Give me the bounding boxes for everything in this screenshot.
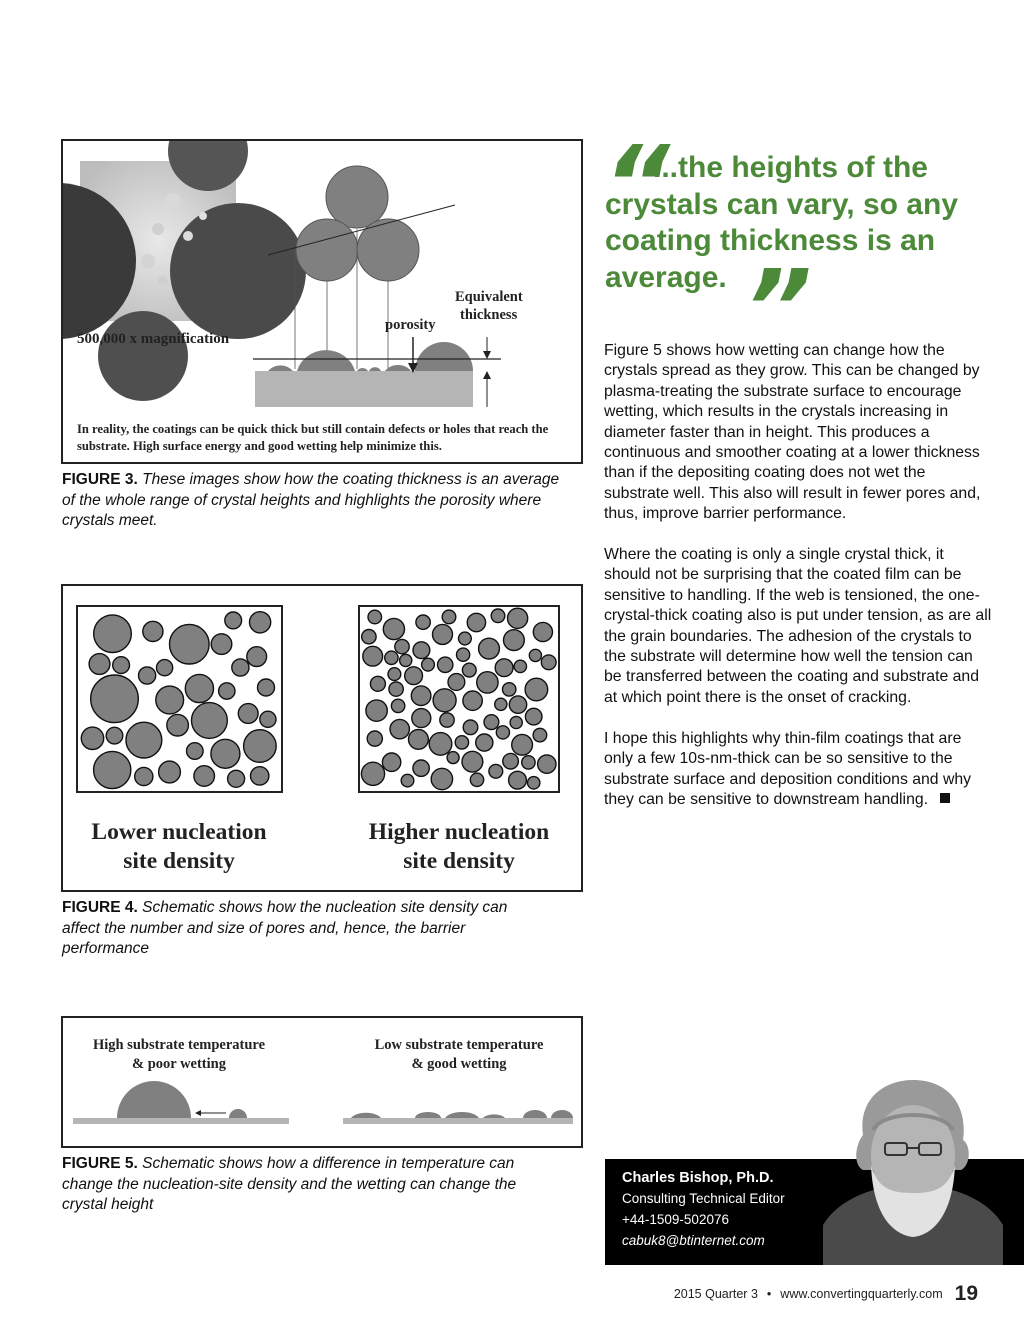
crystal-circle: [250, 612, 271, 633]
crystal-circle: [113, 657, 130, 674]
high-temp-label-line1: High substrate temperature: [92, 1037, 266, 1053]
crystal-circle: [139, 667, 156, 684]
crystal-circle: [106, 727, 123, 744]
crystal-circle: [361, 762, 384, 785]
author-photo: [823, 1075, 1003, 1265]
crystal-circle: [211, 739, 240, 768]
body-paragraph-2: Where the coating is only a single crystal thick, it should not be surprising that the coated film can be sensitive to handling. If the web is tensioned, the one-crystal-thick coating also is put under tension, as are all the grain boundaries. The adhesion of the crystals to the substrate will determine how well the tension can be transferred between the coating and substrate and at which point there is the onset of cracking.: [604, 546, 992, 706]
crystal-circle: [541, 655, 556, 670]
crystal-circle: [455, 736, 468, 749]
crystal-circle: [157, 660, 173, 676]
crystal-circle: [232, 659, 249, 676]
open-quote-mark: “: [603, 123, 670, 245]
crystal-circle: [495, 698, 507, 710]
crystal-circle: [260, 711, 276, 727]
crystal-circle: [159, 761, 181, 783]
crystal-circle: [391, 699, 404, 712]
crystal-circle: [383, 618, 404, 639]
crystal-circle: [503, 683, 516, 696]
crystal-circle: [167, 714, 189, 736]
crystal-circle: [94, 751, 131, 788]
figure4-caption-label: FIGURE 4.: [62, 899, 138, 916]
footer-separator: •: [766, 1287, 772, 1301]
figure3-box: [61, 139, 583, 464]
crystal-circle: [525, 678, 548, 701]
crystal-circle: [447, 752, 459, 764]
figure3-inner-caption: In reality, the coatings can be quick thick but still contain defects or holes that reach the substrate. High surface energy and good wetting help minimize this.: [77, 422, 549, 453]
body-paragraph-3-wrapper: [604, 729, 994, 811]
crystal-circle: [412, 709, 431, 728]
crystal-circle: [94, 615, 132, 653]
crystal-circle: [413, 642, 430, 659]
crystal-circle: [194, 766, 215, 787]
crystal-circle: [367, 731, 382, 746]
crystal-circle: [238, 704, 258, 724]
porosity-label: porosity: [385, 317, 436, 333]
crystal-circle: [495, 659, 513, 677]
footer-issue: 2015 Quarter 3: [673, 1287, 758, 1301]
crystal-circle: [81, 727, 103, 749]
crystal-circle: [366, 700, 387, 721]
crystal-circle: [442, 610, 456, 624]
crystal-circle: [491, 609, 505, 623]
author-role: Consulting Technical Editor: [622, 1191, 785, 1206]
crystal-circle: [362, 630, 376, 644]
crystal-circle: [489, 764, 503, 778]
crystal-circle: [496, 726, 509, 739]
close-quote-mark: ”: [745, 247, 812, 369]
author-phone: +44-1509-502076: [622, 1212, 729, 1227]
figure3-caption-label: FIGURE 3.: [62, 471, 138, 488]
crystal-circle: [509, 771, 527, 789]
crystal-circle: [126, 722, 162, 758]
figure4-box: [61, 584, 583, 892]
figure3-caption: [62, 470, 562, 532]
crystal-circle: [395, 639, 409, 653]
crystal-circle: [429, 733, 452, 756]
crystal-circle: [510, 716, 522, 728]
crystal-circle: [382, 753, 400, 771]
crystal-circle: [390, 719, 409, 738]
high-temp-label-line2: & poor wetting: [132, 1056, 226, 1072]
lower-density-label-line2: site density: [123, 848, 235, 874]
thickness-label: thickness: [460, 307, 518, 323]
crystal-circle: [89, 654, 110, 675]
crystal-circle: [470, 773, 483, 786]
crystal-circle: [509, 696, 526, 713]
crystal-circle: [533, 622, 552, 641]
crystal-circle: [401, 774, 414, 787]
micrograph-image: [63, 141, 306, 401]
author-name: Charles Bishop, Ph.D.: [622, 1170, 774, 1186]
crystal-circle: [385, 651, 398, 664]
good-wetting-diagram: [343, 1110, 573, 1124]
figure5-caption: [62, 1154, 562, 1216]
figure4-caption: [62, 898, 542, 960]
higher-density-label-line2: site density: [403, 848, 515, 874]
crystal-circle: [484, 715, 499, 730]
lower-density-label-line1: Lower nucleation: [91, 819, 267, 845]
crystal-circle: [156, 686, 184, 714]
figure3-caption-text: These images show how the coating thickness is an average of the whole range of crystal heights and highlights the porosity where crystals meet.: [62, 471, 560, 529]
crystal-circle: [525, 708, 542, 725]
crystal-circle: [477, 672, 498, 693]
crystal-circle: [457, 648, 470, 661]
crystal-circle: [503, 753, 519, 769]
crystal-circle: [416, 615, 430, 629]
figure4-caption-text: Schematic shows how the nucleation site density can affect the number and size of pores and, hence, the barrier performance: [62, 899, 508, 957]
low-temp-label-line2: & good wetting: [411, 1056, 507, 1072]
crystal-circle: [463, 720, 478, 735]
higher-density-label-line1: Higher nucleation: [368, 819, 550, 845]
figure5-box: [61, 1016, 583, 1148]
crystal-circle: [459, 632, 472, 645]
figure5-caption-label: FIGURE 5.: [62, 1155, 138, 1172]
crystal-circle: [405, 667, 423, 685]
crystal-circle: [463, 691, 482, 710]
crystal-circle: [440, 713, 454, 727]
crystal-circle: [219, 683, 235, 699]
low-temp-label-line1: Low substrate temperature: [374, 1037, 544, 1053]
crystal-circle: [211, 634, 232, 655]
body-paragraph-3: I hope this highlights why thin-film coatings that are only a few 10s-nm-thick can be so sensitive to the substrate surface and deposition conditions and why they can be sensitive to downstream handling.: [604, 729, 972, 808]
crystal-circle: [368, 610, 382, 624]
poor-wetting-diagram: [73, 1081, 289, 1124]
equivalent-label: Equivalent: [455, 289, 523, 305]
crystal-circle: [467, 613, 485, 631]
crystal-circle: [91, 675, 139, 723]
crystal-circle: [143, 621, 163, 641]
page-number: 19: [954, 1282, 978, 1305]
crystal-circle: [448, 674, 465, 691]
footer-website[interactable]: www.convertingquarterly.com: [780, 1287, 943, 1301]
crystal-circle: [479, 638, 500, 659]
crystal-circle: [512, 734, 533, 755]
crystal-circle: [370, 676, 385, 691]
crystal-circle: [528, 777, 540, 789]
crystal-circle: [431, 768, 452, 789]
crystal-circle: [192, 703, 228, 739]
crystal-circle: [244, 730, 277, 763]
crystal-circle: [363, 646, 383, 666]
crystal-circle: [538, 755, 556, 773]
crystal-circle: [522, 756, 535, 769]
crystal-circle: [400, 654, 412, 666]
crystal-circle: [462, 751, 483, 772]
crystal-circle: [409, 730, 429, 750]
crystal-circle: [258, 679, 275, 696]
crystal-circle: [504, 630, 525, 651]
crystal-circle: [508, 608, 528, 628]
figure5-caption-text: Schematic shows how a difference in temperature can change the nucleation-site density and the wetting can change the crystal height: [62, 1155, 517, 1213]
article-body: [604, 341, 994, 831]
end-mark-icon: [940, 793, 950, 803]
lower-density-label: [63, 818, 295, 876]
crystal-circle: [422, 658, 435, 671]
crystal-circle: [228, 770, 245, 787]
body-paragraph-1: Figure 5 shows how wetting can change how the crystals spread as they grow. This can be changed by plasma-treating the substrate surface to encourage wetting, which results in the crystals increasing in diameter faster than in height. This produces a continuous and smoother coating at a lower thickness than if the depositing coating does not wet the substrate well. This also will result in fewer pores and, thus, improve barrier performance.: [604, 342, 981, 523]
coated-substrate-diagram: [253, 337, 501, 407]
crystal-circle: [170, 624, 210, 664]
crystal-circle: [185, 674, 213, 702]
crystal-circle: [438, 657, 453, 672]
crystal-circle: [476, 734, 493, 751]
crystal-circle: [247, 647, 267, 667]
crystal-circle: [411, 686, 431, 706]
crystal-circle: [251, 767, 269, 785]
magnification-label: 500,000 x magnification: [77, 331, 230, 347]
pull-quote-text: ...the heights of the crystals can vary, so any coating thickness is an average.: [605, 151, 958, 294]
crystal-circle: [187, 743, 204, 760]
crystal-circle: [135, 767, 153, 785]
crystal-circle: [533, 728, 547, 742]
crystal-circle: [529, 649, 541, 661]
crystal-circle: [388, 668, 401, 681]
page-footer: [674, 1282, 978, 1306]
crystal-circle: [433, 689, 456, 712]
higher-density-label: [343, 818, 575, 876]
author-email: cabuk8@btinternet.com: [622, 1233, 765, 1248]
crystal-circle: [462, 663, 476, 677]
crystal-circle: [433, 624, 453, 644]
crystal-circle: [413, 760, 429, 776]
crystal-circle: [514, 660, 526, 672]
figure5-graphic: [63, 1018, 581, 1146]
crystal-circle: [225, 612, 242, 629]
crystal-circle: [389, 682, 403, 696]
